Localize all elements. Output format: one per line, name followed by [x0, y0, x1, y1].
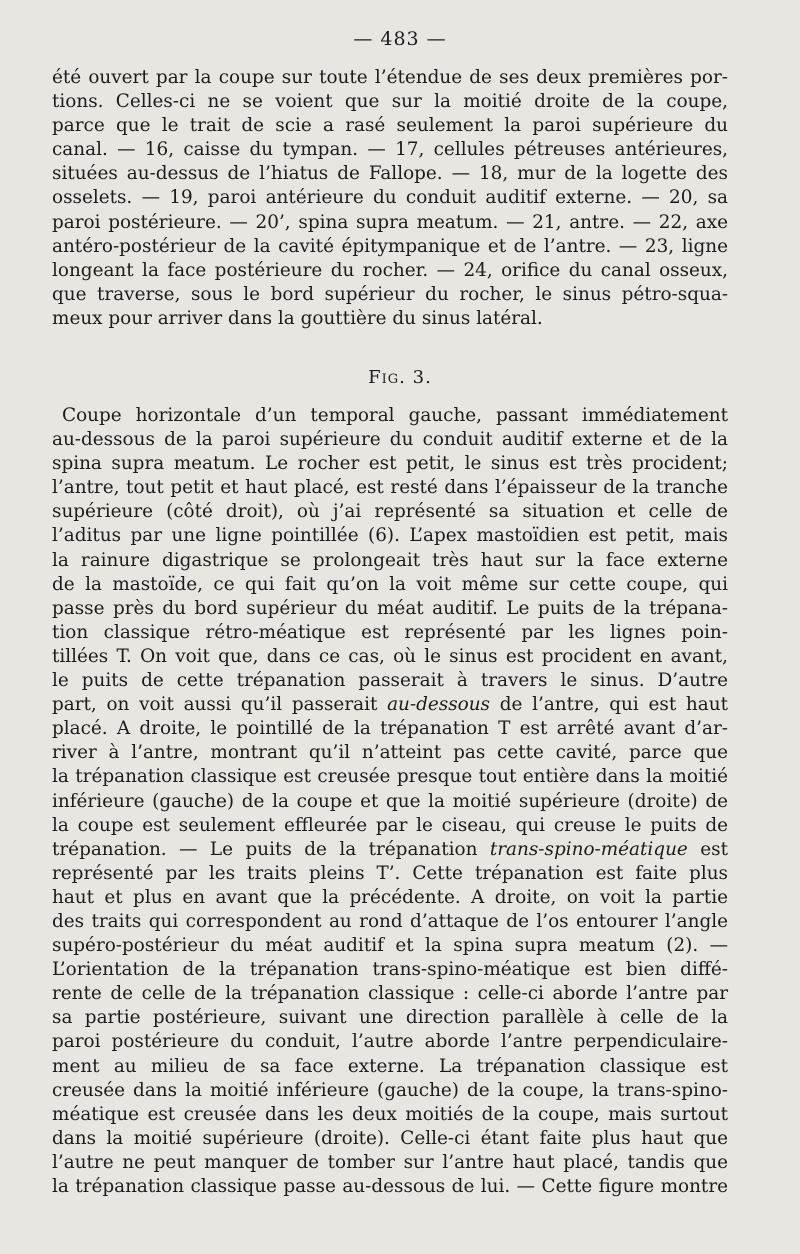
- text-line: rente de celle de la trépanation classique : celle-ci aborde l’antre par: [52, 983, 728, 1005]
- text-line: dans la moitié supérieure (droite). Celle-ci étant faite plus haut que: [52, 1127, 728, 1149]
- text-line: supéro-postérieur du méat auditif et la spina supra meatum (2). —: [52, 935, 728, 957]
- text-line: meux pour arriver dans la gouttière du sinus latéral.: [52, 307, 543, 329]
- text-line: parce que le trait de scie a rasé seulement la paroi supérieure du: [52, 115, 728, 137]
- text-line: été ouvert par la coupe sur toute l’étendue de ses deux premières por-: [52, 67, 728, 88]
- text-fragment: trépanation. — Le puits de la trépanation: [52, 838, 478, 860]
- text-line: l’antre, tout petit et haut placé, est resté dans l’épaisseur de la tranche: [52, 477, 728, 499]
- text-line: paroi postérieure du conduit, l’autre aborde l’antre perpendiculaire-: [52, 1031, 728, 1053]
- text-line: tillées T. On voit que, dans ce cas, où le sinus est procident en avant,: [52, 645, 728, 667]
- text-line: l’aditus par une ligne pointillée (6). L’apex mastoïdien est petit, mais: [52, 525, 728, 547]
- text-line: Coupe horizontale d’un temporal gauche, passant immédiatement: [62, 405, 728, 426]
- text-line: canal. — 16, caisse du tympan. — 17, cellules pétreuses antérieures,: [52, 139, 728, 161]
- text-line: la trépanation classique est creusée presque tout entière dans la moitié: [52, 766, 728, 788]
- text-line: longeant la face postérieure du rocher. — 24, orifice du canal osseux,: [52, 259, 728, 281]
- text-line: paroi postérieure. — 20’, spina supra meatum. — 21, antre. — 22, axe: [52, 211, 728, 233]
- text-line: L’orientation de la trépanation trans-spino-méatique est bien diffé-: [52, 959, 728, 981]
- figure-caption-paragraph: [52, 404, 728, 1199]
- figure-heading: [0, 367, 800, 388]
- text-line: méatique est creusée dans les deux moitiés de la coupe, mais surtout: [52, 1103, 728, 1125]
- text-line: la rainure digastrique se prolongeait très haut sur la face externe: [52, 549, 728, 571]
- italic-term: trans-spino-méatique: [489, 838, 688, 860]
- text-fragment: est: [700, 838, 728, 860]
- text-line: la trépanation classique passe au-dessous de lui. — Cette figure montre: [52, 1176, 728, 1197]
- page-number: — 483 —: [353, 28, 447, 50]
- text-fragment: de l’antre, qui est haut: [499, 694, 728, 716]
- figure-label: Fig. 3.: [368, 367, 432, 388]
- text-line: ment au milieu de sa face externe. La trépanation classique est: [52, 1055, 728, 1077]
- text-line: l’autre ne peut manquer de tomber sur l’antre haut placé, tandis que: [52, 1151, 728, 1173]
- text-line: au-dessous de la paroi supérieure du conduit auditif externe et de la: [52, 429, 728, 451]
- legend-continuation-paragraph: [52, 66, 728, 331]
- text-line-mixed: [52, 838, 728, 862]
- text-line: tion classique rétro-méatique est représenté par les lignes poin-: [52, 621, 728, 643]
- italic-term: au-dessous: [387, 694, 490, 716]
- text-line: tions. Celles-ci ne se voient que sur la moitié droite de la coupe,: [52, 91, 728, 113]
- text-line: haut et plus en avant que la précédente. A droite, on voit la partie: [52, 886, 728, 908]
- text-line: antéro-postérieur de la cavité épitympanique et de l’antre. — 23, ligne: [52, 235, 728, 257]
- text-line: de la mastoïde, ce qui fait qu’on la voit même sur cette coupe, qui: [52, 573, 728, 595]
- text-line: sa partie postérieure, suivant une direction parallèle à celle de la: [52, 1007, 728, 1029]
- text-line: le puits de cette trépanation passerait à travers le sinus. D’autre: [52, 670, 728, 692]
- text-line: placé. A droite, le pointillé de la trépanation T est arrêté avant d’ar-: [52, 718, 728, 740]
- text-line: la coupe est seulement effleurée par le ciseau, qui creuse le puits de: [52, 814, 728, 836]
- text-line: que traverse, sous le bord supérieur du rocher, le sinus pétro-squa-: [52, 283, 728, 305]
- text-line: passe près du bord supérieur du méat auditif. Le puits de la trépana-: [52, 597, 728, 619]
- text-line: supérieure (côté droit), où j’ai représenté sa situation et celle de: [52, 501, 728, 523]
- text-line-mixed: [52, 693, 728, 717]
- text-line: creusée dans la moitié inférieure (gauche) de la coupe, la trans-spino-: [52, 1079, 728, 1101]
- text-line: osselets. — 19, paroi antérieure du conduit auditif externe. — 20, sa: [52, 187, 728, 209]
- text-fragment: part, on voit aussi qu’il passerait: [52, 694, 378, 716]
- text-line: situées au-dessus de l’hiatus de Fallope. — 18, mur de la logette des: [52, 163, 728, 185]
- text-line: spina supra meatum. Le rocher est petit, le sinus est très procident;: [52, 453, 728, 475]
- text-line: inférieure (gauche) de la coupe et que la moitié supérieure (droite) de: [52, 790, 728, 812]
- text-line: représenté par les traits pleins T’. Cette trépanation est faite plus: [52, 862, 728, 884]
- text-line: des traits qui correspondent au rond d’attaque de l’os entourer l’angle: [52, 910, 728, 932]
- text-line: river à l’antre, montrant qu’il n’atteint pas cette cavité, parce que: [52, 742, 728, 764]
